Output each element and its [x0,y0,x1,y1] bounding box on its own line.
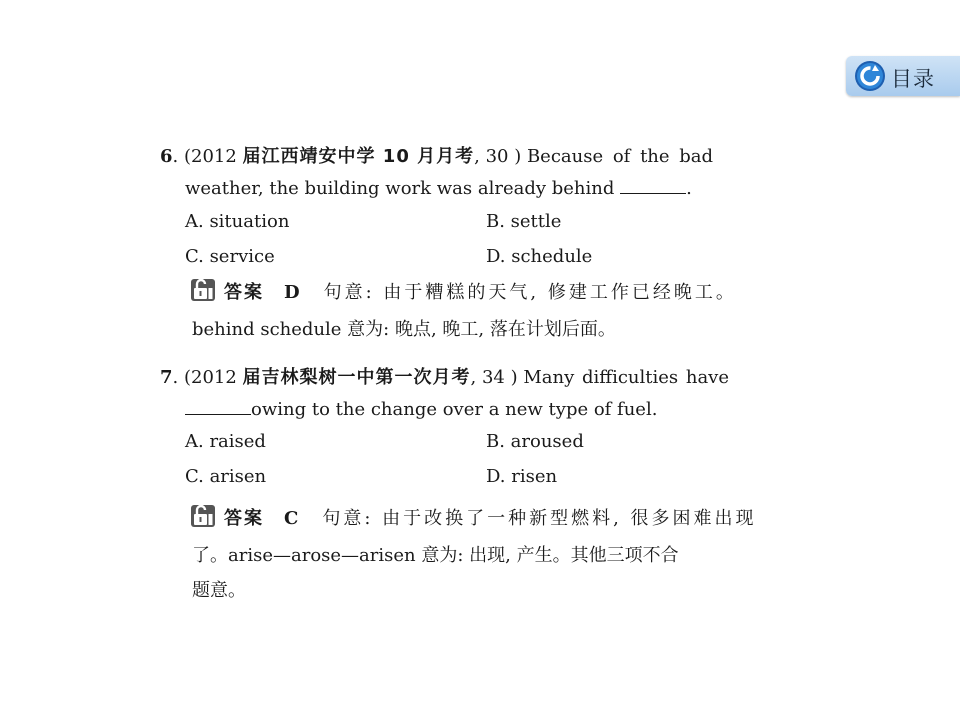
explanation-line: 题意。 [192,580,246,601]
question-stem-line [185,177,692,199]
toc-label: 目录 [891,67,935,91]
stem-text: weather, the building work was already behind [185,178,621,199]
answer-label: 答案 [224,282,264,303]
source-open: . (2012 [172,146,243,167]
answer-line [190,278,737,304]
option-d: D. risen [486,466,558,487]
stem-text: . [686,178,692,199]
option-b: B. settle [486,211,562,232]
answer-letter: C [284,508,299,529]
stem-text: Because of the bad [526,146,714,167]
refresh-circle-icon [854,60,886,92]
source-close: , 34 ) [470,367,524,388]
answer-blank [620,177,686,194]
question-source: 届江西靖安中学 10 月月考 [242,146,475,167]
source-close: , 30 ) [474,146,527,167]
unlock-icon [190,278,216,302]
question-stem-line [160,142,713,168]
question-source: 届吉林梨树一中第一次月考 [242,367,471,388]
question-number: 6 [160,146,173,167]
answer-line [190,504,757,530]
explanation-text: 句意: 由于糟糕的天气, 修建工作已经晚工。 [323,282,737,303]
option-a: A. situation [185,211,290,232]
toc-button[interactable] [846,56,960,96]
answer-blank [185,398,251,415]
question-stem-line [160,363,729,389]
stem-text: Many difficulties have [523,367,730,388]
explanation-text: 句意: 由于改换了一种新型燃料, 很多困难出现 [322,508,757,529]
option-a: A. raised [185,431,266,452]
question-stem-line [185,398,657,420]
explanation-line: 了。arise—arose—arisen 意为: 出现, 产生。其他三项不合 [192,545,679,566]
option-d: D. schedule [486,246,593,267]
option-b: B. aroused [486,431,584,452]
source-open: . (2012 [172,367,243,388]
explanation-line: behind schedule 意为: 晚点, 晚工, 落在计划后面。 [192,319,616,340]
question-number: 7 [160,367,173,388]
option-c: C. arisen [185,466,267,487]
answer-letter: D [284,282,300,303]
stem-text: owing to the change over a new type of fuel. [251,399,658,420]
answer-label: 答案 [224,508,264,529]
option-c: C. service [185,246,275,267]
unlock-icon [190,504,216,528]
